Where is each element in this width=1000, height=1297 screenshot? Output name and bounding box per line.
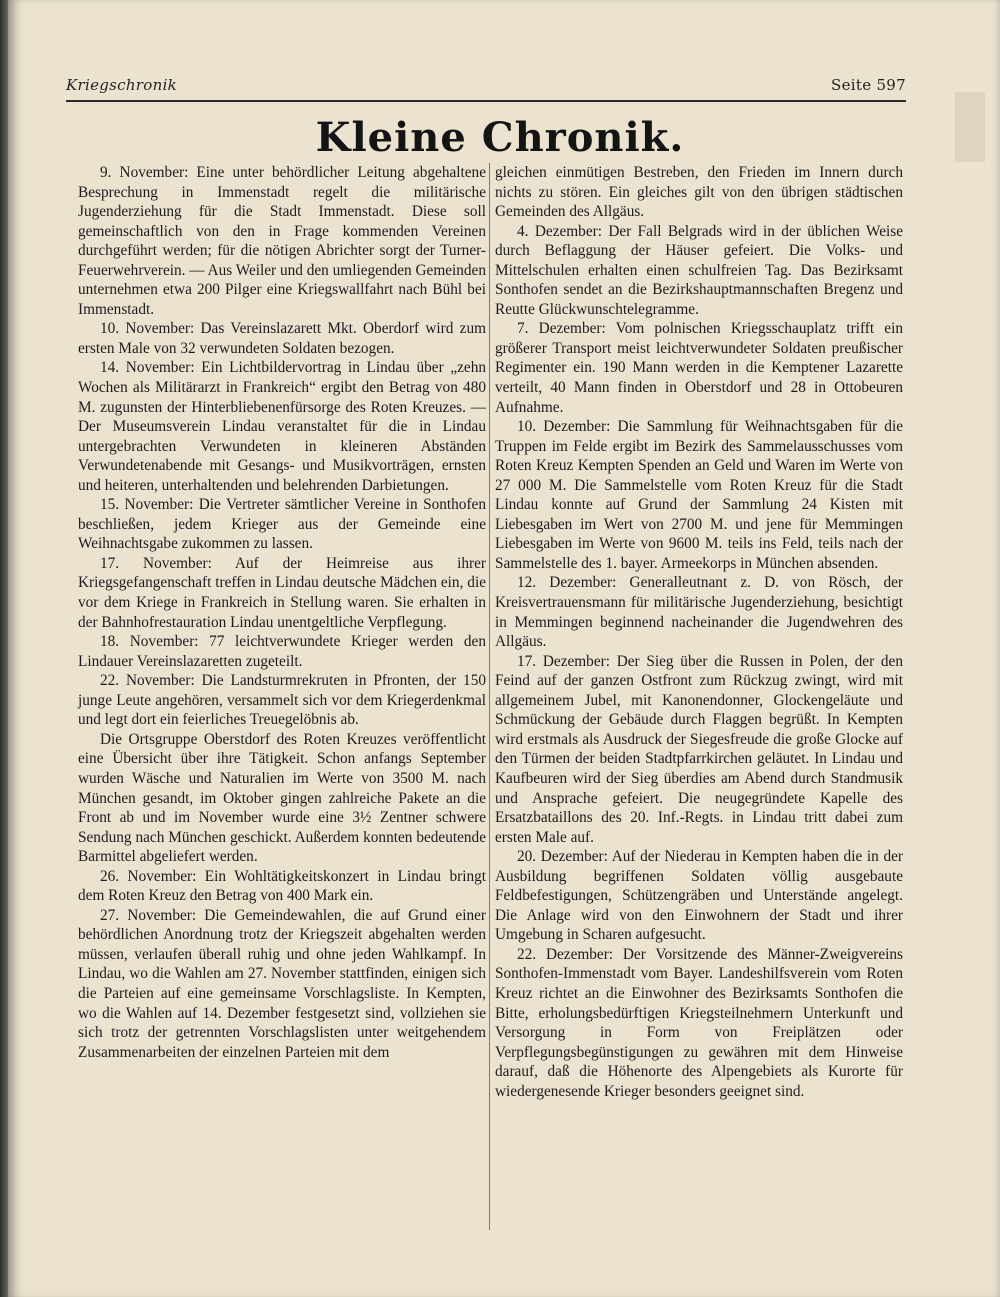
- right-column: [495, 163, 903, 1101]
- paragraph: 15. November: Die Vertreter sämtlicher Vereine in Sonthofen beschließen, jedem Krieger aus der Gemeinde eine Weihnachtsgabe zukommen zu lassen.: [78, 496, 486, 553]
- paragraph: 22. Dezember: Der Vorsitzende des Männer-Zweigvereins Sonthofen-Immenstadt vom Bayer. Landeshilfsverein vom Roten Kreuz richtet an die Einwohner des Bezirksamts Sonthofen die Bitte, erholungsbedürftigen Kriegsteilnehmern Unterkunft und Versorgung in Form von Freiplätzen oder Verpflegungsbegünstigungen zu gewähren mit dem Hinweise darauf, daß die Höhenorte des Alpengebiets als Kurorte für wiedergenesende Krieger besonders geeignet sind.: [495, 945, 903, 1100]
- paragraph: 17. November: Auf der Heimreise aus ihrer Kriegsgefangenschaft treffen in Lindau deutsche Mädchen ein, die vor dem Kriege in Frankreich in Stellung waren. Sie erhalten in der Bahnhofrestauration Lindau unentgeltliche Verpflegung.: [78, 554, 486, 631]
- paragraph: 18. November: 77 leichtverwundete Krieger werden den Lindauer Vereinslazaretten zugeteilt.: [78, 633, 486, 670]
- left-column: [78, 163, 486, 1062]
- column-divider: [489, 163, 490, 1230]
- paragraph: 10. November: Das Vereinslazarett Mkt. Oberdorf wird zum ersten Male von 32 verwundeten Soldaten bezogen.: [78, 320, 486, 357]
- running-head: [66, 74, 906, 98]
- paragraph: 22. November: Die Landsturmrekruten in Pfronten, der 150 junge Leute angehören, versammelt sich vor dem Kriegerdenkmal und legt dort ein feierliches Treuegelöbnis ab.: [78, 672, 486, 729]
- header-rule: [66, 100, 906, 102]
- paragraph: 4. Dezember: Der Fall Belgrads wird in der üblichen Weise durch Beflaggung der Häuser gefeiert. Die Volks- und Mittelschulen erhalten einen schulfreien Tag. Das Bezirksamt Sonthofen sendet an die Bezirkshauptmannschaften Bregenz und Reutte Glückwunschtelegramme.: [495, 222, 903, 318]
- paragraph: 12. Dezember: Generalleutnant z. D. von Rösch, der Kreisvertrauensmann für militärische Jugenderziehung, besichtigt in Memmingen beginnend nacheinander die Jugendwehren des Allgäus.: [495, 574, 903, 651]
- paragraph: Die Ortsgruppe Oberstdorf des Roten Kreuzes veröffentlicht eine Übersicht über ihre Tätigkeit. Schon anfangs September wurden Wäsche und Naturalien im Werte von 3500 M. nach München gesandt, im Oktober gingen zahlreiche Pakete an die Front ab und im November wurde eine 3½ Zentner schwere Sendung nach München geschickt. Außerdem konnten bedeutende Barmittel abgeliefert werden.: [78, 730, 486, 866]
- paragraph: 26. November: Ein Wohltätigkeitskonzert in Lindau bringt dem Roten Kreuz den Betrag von 400 Mark ein.: [78, 867, 486, 905]
- page-title: Kleine Chronik.: [315, 114, 685, 161]
- running-head-title: Kriegschronik: [66, 76, 178, 94]
- paragraph: 7. Dezember: Vom polnischen Kriegsschauplatz trifft ein größerer Transport meist leichtverwundeter Soldaten preußischer Regimenter ein. 190 Mann werden in die Kemptener Lazarette verteilt, 40 Mann finden in Oberstdorf und 28 in Ottobeuren Aufnahme.: [495, 320, 903, 416]
- page-number: Seite 597: [831, 76, 906, 94]
- paragraph: 17. Dezember: Der Sieg über die Russen in Polen, der den Feind auf der ganzen Ostfront zum Rückzug zwingt, wird mit allgemeinem Jubel, mit Kanonendonner, Glockengeläute und Schmückung der Gebäude durch Flaggen begrüßt. In Kempten wird erstmals als Ausdruck der Siegesfreude die große Glocke auf den Türmen der beiden Stadtpfarrkirchen geläutet. In Lindau und Kaufbeuren wird der Sieg überdies am Abend durch Standmusik und Ansprache gefeiert. Die neugegründete Kapelle des Ersatzbataillons des 20. Inf.-Regts. in Lindau tritt dabei zum ersten Male auf.: [495, 652, 903, 846]
- book-spine: [0, 0, 8, 1297]
- paragraph: 14. November: Ein Lichtbildervortrag in Lindau über „zehn Wochen als Militärarzt in Frankreich“ ergibt den Betrag von 480 M. zugunsten der Hinterbliebenenfürsorge des Roten Kreuzes. — Der Museumsverein Lindau veranstaltet für die in Lindau untergebrachten Verwundeten in kleineren Abständen Verwundetenabende mit Gesangs- und Musikvorträgen, ernsten und heiteren, unterhaltenden und belehrenden Darbietungen.: [78, 359, 486, 494]
- paragraph: 20. Dezember: Auf der Niederau in Kempten haben die in der Ausbildung begriffenen Soldaten völlig ausgebaute Feldbefestigungen, Schützengräben und Unterstände angelegt. Die Anlage wird von den Einwohnern der Stadt und ihrer Umgebung in Scharen aufgesucht.: [495, 848, 903, 944]
- paragraph: gleichen einmütigen Bestreben, den Frieden im Innern durch nichts zu stören. Ein gleiches gilt von den übrigen städtischen Gemeinden des Allgäus.: [495, 164, 903, 221]
- paragraph: 9. November: Eine unter behördlicher Leitung abgehaltene Besprechung in Immenstadt regelt die militärische Jugenderziehung für die Stadt Immenstadt. Diese soll gemeinschaftlich von den in Frage kommenden Vereinen durchgeführt werden; für die nötigen Abrichter sorgt der Turner-Feuerwehrverein. — Aus Weiler und den umliegenden Gemeinden unternehmen etwa 200 Pilger eine Kriegswallfahrt nach Bühl bei Immenstadt.: [78, 164, 486, 318]
- paragraph: 10. Dezember: Die Sammlung für Weihnachtsgaben für die Truppen im Felde ergibt im Bezirk des Sammelausschusses vom Roten Kreuz Kempten Spenden an Geld und Waren im Werte von 27 000 M. Die Sammelstelle vom Roten Kreuz für die Stadt Lindau konnte auf Grund der Sammlung 24 Kisten mit Liebesgaben im Wert von 2700 M. und jene für Memmingen Liebesgaben im Werte von 9600 M. teils ins Feld, teils nach der Sammelstelle des 1. bayer. Armeekorps in München absenden.: [495, 418, 903, 572]
- paragraph: 27. November: Die Gemeindewahlen, die auf Grund einer behördlichen Anordnung trotz der Kriegszeit abgehalten werden müssen, verlaufen überall ruhig und ohne jeden Wahlkampf. In Lindau, wo die Wahlen am 27. November stattfinden, einigen sich die Parteien auf eine gemeinsame Vorschlagsliste. In Kempten, wo die Wahlen auf 14. Dezember festgesetzt sind, vollziehen sie sich trotz der getrennten Vorschlagslisten unter weitgehendem Zusammenarbeiten der einzelnen Parteien mit dem: [78, 906, 486, 1061]
